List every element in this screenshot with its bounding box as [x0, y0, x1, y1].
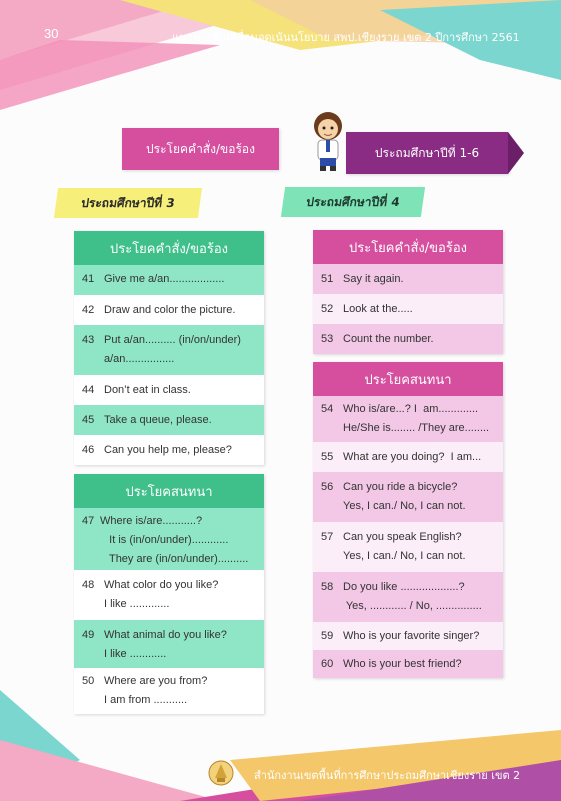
grade3-commands-title: ประโยคคำสั่ง/ขอร้อง: [74, 231, 264, 265]
item-number: 47: [82, 515, 95, 527]
item-text: Count the number.: [343, 333, 434, 345]
item-text: Put a/an.......... (in/on/under) a/an................: [104, 334, 241, 365]
item-number: 42: [82, 304, 95, 316]
table-row: [74, 405, 264, 435]
banner-level: ประถมศึกษาปีที่ 1-6: [346, 132, 508, 174]
grade3-conversation-panel: [74, 474, 264, 714]
table-row: [313, 396, 503, 442]
table-row: [74, 620, 264, 668]
table-row: [74, 295, 264, 325]
table-row: [74, 668, 264, 714]
table-row: [313, 264, 503, 294]
item-number: 48: [82, 579, 95, 591]
item-text: Do you like ...................? Yes, ............ / No, ...............: [343, 581, 482, 612]
grade3-commands-panel: [74, 231, 264, 465]
item-text: Can you ride a bicycle? Yes, I can./ No, I can not.: [343, 481, 466, 512]
item-number: 50: [82, 675, 95, 687]
banner-title: ประโยคคำสั่ง/ขอร้อง: [122, 128, 279, 170]
item-number: 51: [321, 273, 334, 285]
item-text: Draw and color the picture.: [104, 304, 236, 316]
office-logo-icon: [208, 758, 234, 788]
item-number: 55: [321, 451, 334, 463]
item-number: 59: [321, 630, 334, 642]
item-text: Don’t eat in class.: [104, 384, 191, 396]
item-number: 53: [321, 333, 334, 345]
table-row: [74, 508, 264, 570]
item-number: 60: [321, 658, 334, 670]
item-text: What animal do you like? I like ............: [104, 629, 227, 660]
item-number: 58: [321, 581, 334, 593]
table-row: [313, 622, 503, 650]
item-number: 44: [82, 384, 95, 396]
item-text: Can you help me, please?: [104, 444, 232, 456]
item-text: What are you doing? I am...: [343, 451, 482, 463]
item-number: 56: [321, 481, 334, 493]
item-text: Where is/are...........? It is (in/on/under)............ They are (in/on/under)..........: [100, 515, 249, 565]
page-footer: สำนักงานเขตพื้นที่การศึกษาประถมศึกษาเชียงราย เขต 2: [254, 769, 521, 782]
item-text: Can you speak English? Yes, I can./ No, I can not.: [343, 531, 466, 562]
grade3-conversation-title: ประโยคสนทนา: [74, 474, 264, 508]
item-number: 49: [82, 629, 95, 641]
item-text: Give me a/an..................: [104, 273, 225, 285]
student-cartoon-icon: [308, 110, 348, 172]
item-text: Who is your best friend?: [343, 658, 462, 670]
item-text: Who is your favorite singer?: [343, 630, 480, 642]
item-number: 54: [321, 403, 334, 415]
item-text: Take a queue, please.: [104, 414, 212, 426]
item-number: 52: [321, 303, 334, 315]
table-row: [74, 375, 264, 405]
item-text: Where are you from? I am from ...........: [104, 675, 208, 706]
item-number: 57: [321, 531, 334, 543]
table-row: [313, 294, 503, 324]
table-row: [313, 442, 503, 472]
table-row: [313, 522, 503, 572]
table-row: [74, 570, 264, 620]
item-text: What color do you like? I like .............: [104, 579, 219, 610]
item-number: 46: [82, 444, 95, 456]
table-row: [313, 650, 503, 678]
item-text: Who is/are...? I am............. He/She is........ /They are........: [343, 403, 490, 434]
table-row: [313, 472, 503, 522]
table-row: [74, 265, 264, 295]
page-header: แนวทางขับเคลื่อนจุดเน้นนโยบาย สพป.เชียงราย เขต 2 ปีการศึกษา 2561: [172, 31, 520, 44]
grade4-commands-title: ประโยคคำสั่ง/ขอร้อง: [313, 230, 503, 264]
grade4-conversation-title: ประโยคสนทนา: [313, 362, 503, 396]
table-row: [313, 324, 503, 354]
item-number: 41: [82, 273, 95, 285]
table-row: [74, 435, 264, 465]
grade3-label: ประถมศึกษาปีที่ 3: [54, 188, 202, 218]
table-row: [313, 572, 503, 622]
page-number: 30: [44, 26, 59, 41]
item-text: Say it again.: [343, 273, 404, 285]
item-number: 45: [82, 414, 95, 426]
banner-tail: [508, 132, 524, 174]
item-text: Look at the.....: [343, 303, 413, 315]
item-number: 43: [82, 334, 95, 346]
grade4-label: ประถมศึกษาปีที่ 4: [281, 187, 425, 217]
grade4-commands-panel: [313, 230, 503, 354]
grade4-conversation-panel: [313, 362, 503, 678]
table-row: [74, 325, 264, 375]
